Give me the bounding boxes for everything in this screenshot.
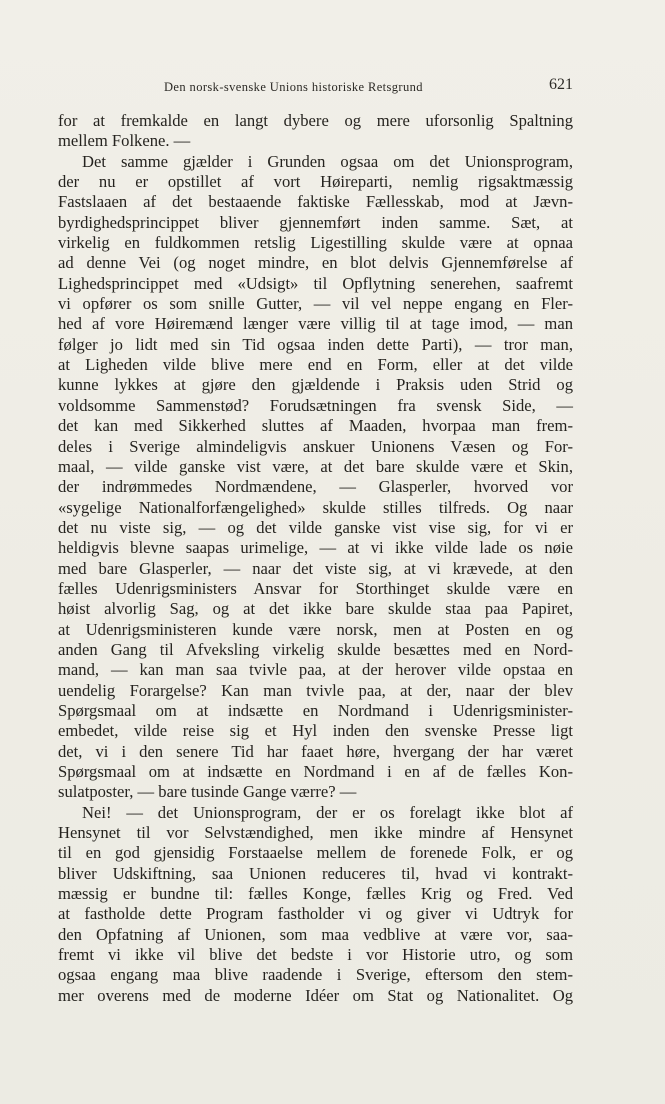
text-line: at Udenrigsministeren kunde være norsk, men at Posten en og	[58, 619, 573, 639]
text-line: mæssig er bundne til: fælles Konge, fælles Krig og Fred. Ved	[58, 884, 573, 904]
text-line: Hensynet til vor Selvstændighed, men ikke mindre af Hensynet	[58, 823, 573, 843]
text-line: mer overens med de moderne Idéer om Stat og Nationalitet. Og	[58, 985, 573, 1005]
text-line: virkelig en fuldkommen retslig Ligestilling skulde være at opnaa	[58, 233, 573, 253]
text-line: byrdighedsprincippet bliver gjennemført inden samme. Sæt, at	[58, 212, 573, 232]
text-line: til en god gjensidig Forstaaelse mellem de forenede Folk, er og	[58, 843, 573, 863]
text-line: voldsomme Sammenstød? Forudsætningen fra svensk Side, —	[58, 395, 573, 415]
text-line: det, vi i den senere Tid har faaet høre, hvergang der har været	[58, 741, 573, 761]
text-line: vi opfører os som snille Gutter, — vil vel neppe engang en Fler-	[58, 294, 573, 314]
text-line: heldigvis blevne saapas urimelige, — at vi ikke vilde lade os nøie	[58, 538, 573, 558]
text-line: for at fremkalde en langt dybere og mere uforsonlig Spaltning	[58, 111, 573, 130]
text-line: det kan med Sikkerhed sluttes af Maaden, hvorpaa man frem-	[58, 416, 573, 436]
text-line: hed af vore Høiremænd længer være villig til at tage imod, — man	[58, 314, 573, 334]
text-line: deles i Sverige almindeligvis anskuer Unionens Væsen og For-	[58, 436, 573, 456]
text-line: mand, — kan man saa tvivle paa, at der herover vilde opstaa en	[58, 660, 573, 680]
text-line: Det samme gjælder i Grunden ogsaa om det Unionsprogram,	[82, 151, 573, 171]
text-line: følger jo lidt med sin Tid ogsaa inden dette Parti), — tror man,	[58, 334, 573, 354]
text-line: høist alvorlig Sag, og at det ikke bare skulde staa paa Papiret,	[58, 599, 573, 619]
text-line: bliver Udskiftning, saa Unionen reduceres til, hvad vi kontrakt-	[58, 863, 573, 883]
body-text	[58, 111, 573, 1006]
text-line: sulatposter, — bare tusinde Gange værre? —	[58, 782, 357, 802]
text-line: der nu er opstillet af vort Høireparti, nemlig rigsaktmæssig	[58, 172, 573, 192]
text-line: «sygelige Nationalforfængelighed» skulde stilles tilfreds. Og naar	[58, 497, 573, 517]
text-line: fælles Udenrigsministers Ansvar for Storthinget skulde være en	[58, 578, 573, 598]
text-line: maal, — vilde ganske vist være, at det bare skulde være et Skin,	[58, 456, 573, 476]
text-line: kunne lykkes at gjøre den gjældende i Praksis uden Strid og	[58, 375, 573, 395]
text-line: den Opfatning af Unionen, som maa vedblive at være vor, saa-	[58, 924, 573, 944]
text-line: Spørgsmaal om at indsætte en Nordmand i en af de fælles Kon-	[58, 762, 573, 781]
text-line: mellem Folkene. —	[58, 131, 191, 151]
text-line: fremt vi ikke vil blive det bedste i vor Historie utro, og som	[58, 945, 573, 965]
text-line: embedet, vilde reise sig et Hyl inden den svenske Presse ligt	[58, 721, 573, 741]
page-number: 621	[549, 76, 573, 93]
text-line: at fastholde dette Program fastholder vi og giver vi Udtryk for	[58, 904, 573, 924]
text-line: Nei! — det Unionsprogram, der er os forelagt ikke blot af	[82, 802, 573, 822]
text-line: med bare Glasperler, — naar det viste sig, at vi krævede, at den	[58, 558, 573, 578]
text-line: Lighedsprincippet med «Udsigt» til Opflytning senerehen, saafremt	[58, 273, 573, 293]
text-line: Fastslaaen af det bestaaende faktiske Fællesskab, mod at Jævn-	[58, 192, 573, 212]
text-line: at Ligheden vilde blive mere end en Form, eller at det vilde	[58, 355, 573, 375]
text-line: uendelig Forargelse? Kan man tvivle paa, at der, naar der blev	[58, 680, 573, 700]
running-title: Den norsk-svenske Unions historiske Retsgrund	[164, 80, 423, 94]
text-line: Spørgsmaal om at indsætte en Nordmand i Udenrigsminister-	[58, 700, 573, 720]
text-line: der indrømmedes Nordmændene, — Glasperler, hvorved vor	[58, 477, 573, 497]
text-line: ad denne Vei (og noget mindre, en blot delvis Gjennemførelse af	[58, 253, 573, 273]
text-line: det nu viste sig, — og det vilde ganske vist vise sig, for vi er	[58, 517, 573, 537]
text-line: anden Gang til Afveksling virkelig skulde besættes med en Nord-	[58, 639, 573, 659]
page-header	[58, 76, 573, 100]
text-line: ogsaa engang maa blive raadende i Sverige, eftersom den stem-	[58, 965, 573, 985]
